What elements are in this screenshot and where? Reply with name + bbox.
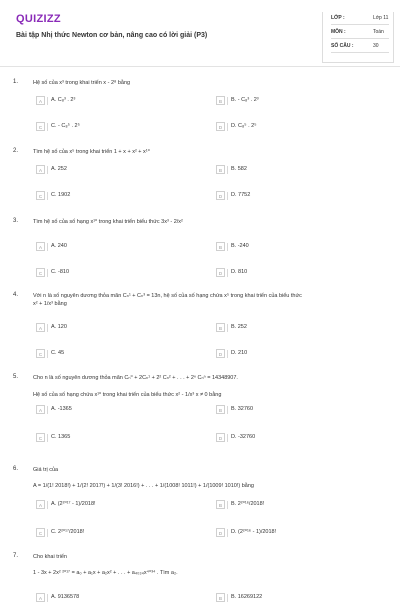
answer-option-a[interactable]	[36, 405, 186, 416]
question-number: 7.	[13, 553, 19, 559]
answer-option-b[interactable]	[216, 500, 366, 511]
answer-option-d[interactable]	[216, 528, 366, 539]
option-separator	[227, 529, 228, 537]
option-separator	[227, 406, 228, 414]
option-separator	[227, 123, 228, 131]
answer-option-c[interactable]	[36, 528, 186, 539]
option-separator	[47, 166, 48, 174]
option-separator	[227, 594, 228, 602]
answer-option-d[interactable]	[216, 191, 366, 202]
option-text: A. 252	[51, 166, 67, 172]
option-separator	[47, 123, 48, 131]
option-letter-box: C	[36, 122, 45, 131]
option-separator	[47, 501, 48, 509]
option-letter-box: B	[216, 500, 225, 509]
option-letter-box: D	[216, 122, 225, 131]
option-text: C. 1902	[51, 192, 71, 198]
option-separator	[227, 501, 228, 509]
option-separator	[47, 243, 48, 251]
option-letter-box: A	[36, 405, 45, 414]
answer-option-b[interactable]	[216, 323, 366, 334]
answer-option-c[interactable]	[36, 433, 186, 444]
option-letter-box: B	[216, 323, 225, 332]
info-label: SỐ CÂU :	[331, 43, 354, 49]
option-letter-box: A	[36, 593, 45, 602]
option-letter-box: D	[216, 191, 225, 200]
info-label: LỚP :	[331, 15, 345, 21]
option-separator	[227, 97, 228, 105]
option-separator	[47, 406, 48, 414]
option-text: B. 32760	[231, 406, 254, 412]
info-row-count	[331, 40, 393, 54]
option-text: D. 7752	[231, 192, 251, 198]
question-formula: x² + 1/x³ bằng	[33, 301, 67, 307]
option-separator	[47, 324, 48, 332]
option-letter-box: B	[216, 593, 225, 602]
option-letter-box: A	[36, 165, 45, 174]
option-text: A. 9136578	[51, 594, 80, 600]
document-title: Bài tập Nhị thức Newton cơ bản, nâng cao có lời giải (P3)	[16, 32, 208, 39]
info-underline	[331, 38, 389, 39]
option-letter-box: A	[36, 242, 45, 251]
answer-option-b[interactable]	[216, 165, 366, 176]
option-separator	[47, 97, 48, 105]
question-number: 6.	[13, 466, 19, 472]
option-letter-box: C	[36, 268, 45, 277]
option-letter-box: A	[36, 323, 45, 332]
option-separator	[227, 166, 228, 174]
info-value: Lớp 11	[373, 15, 389, 21]
option-text: B. 16269122	[231, 594, 263, 600]
answer-option-d[interactable]	[216, 349, 366, 360]
option-text: C. 1365	[51, 434, 71, 440]
option-separator	[47, 434, 48, 442]
option-letter-box: C	[36, 433, 45, 442]
option-letter-box: C	[36, 191, 45, 200]
answer-option-a[interactable]	[36, 593, 186, 604]
option-text: A. C₈³ . 2³	[51, 97, 76, 103]
info-row-class	[331, 12, 393, 26]
info-underline	[331, 52, 389, 53]
answer-option-c[interactable]	[36, 122, 186, 133]
option-separator	[47, 594, 48, 602]
answer-option-c[interactable]	[36, 191, 186, 202]
option-separator	[47, 529, 48, 537]
option-letter-box: B	[216, 242, 225, 251]
option-text: D. C₈⁵ . 2⁵	[231, 123, 257, 129]
option-text: B. - C₈³ . 2³	[231, 97, 259, 103]
option-text: C. - C₈⁵ . 2⁵	[51, 123, 80, 129]
answer-option-c[interactable]	[36, 349, 186, 360]
option-separator	[47, 269, 48, 277]
option-text: B. 252	[231, 324, 247, 330]
option-text: A. 120	[51, 324, 67, 330]
option-text: D. 810	[231, 269, 248, 275]
question-number: 5.	[13, 374, 19, 380]
quizizz-logo: QUIZIZZ	[16, 13, 61, 25]
question-formula: Hệ số của số hạng chứa x¹⁰ trong khai triển của biểu thức x² - 1/x³ x ≠ 0 bằng	[33, 392, 222, 398]
answer-option-b[interactable]	[216, 405, 366, 416]
option-letter-box: B	[216, 405, 225, 414]
option-text: B. -240	[231, 243, 249, 249]
class-info-box	[322, 12, 394, 63]
option-separator	[47, 350, 48, 358]
question-number: 1.	[13, 79, 19, 85]
option-letter-box: C	[36, 528, 45, 537]
answer-option-b[interactable]	[216, 242, 366, 253]
option-letter-box: C	[36, 349, 45, 358]
question-number: 3.	[13, 218, 19, 224]
info-value: Toán	[373, 29, 384, 35]
question-text: Tìm hệ số của số hạng x¹⁰ trong khai triển biểu thức 3x³ - 2/x²	[33, 219, 183, 225]
option-separator	[227, 192, 228, 200]
info-value: 30	[373, 43, 379, 49]
info-underline	[331, 24, 389, 25]
question-text: Giá trị của	[33, 467, 59, 473]
option-separator	[47, 192, 48, 200]
option-separator	[227, 434, 228, 442]
question-text: Cho khai triển	[33, 554, 67, 560]
page-header	[0, 0, 400, 66]
option-text: B. 582	[231, 166, 247, 172]
option-text: A. (2²⁰¹⁷ - 1)/2018!	[51, 501, 96, 507]
option-separator	[227, 269, 228, 277]
info-label: MÔN :	[331, 29, 346, 35]
option-letter-box: A	[36, 96, 45, 105]
answer-option-d[interactable]	[216, 122, 366, 133]
question-text: Cho n là số nguyên dương thỏa mãn Cₙ⁰ + 2Cₙ¹ + 2² Cₙ² + . . . + 2ⁿ Cₙⁿ = 14348907.	[33, 375, 238, 381]
answer-option-a[interactable]	[36, 323, 186, 334]
option-text: A. -1365	[51, 406, 72, 412]
info-row-subject	[331, 26, 393, 40]
answer-option-b[interactable]	[216, 593, 366, 604]
answer-option-a[interactable]	[36, 500, 186, 511]
question-formula: A = 1/(1! 2018!) + 1/(2! 2017!) + 1/(3! 2016!) + . . . + 1/(1008! 1011!) + 1/(1009! 1010!) bằng	[33, 483, 254, 489]
option-text: B. 2²⁰¹⁶/2018!	[231, 501, 265, 507]
option-separator	[227, 350, 228, 358]
question-formula: 1 - 3x + 2x² ²⁰¹⁷ = a₀ + a₁x + a₂x² + . . . + a₄₀₃₄x⁴⁰³⁴ . Tìm a₂.	[33, 570, 178, 576]
option-separator	[227, 324, 228, 332]
option-letter-box: D	[216, 433, 225, 442]
answer-option-d[interactable]	[216, 433, 366, 444]
answer-option-a[interactable]	[36, 96, 186, 107]
option-text: C. -810	[51, 269, 70, 275]
question-text: Tìm hệ số của x⁵ trong khai triển 1 + x + x² + x¹⁰	[33, 149, 150, 155]
option-letter-box: B	[216, 165, 225, 174]
answer-option-a[interactable]	[36, 165, 186, 176]
option-letter-box: D	[216, 268, 225, 277]
option-text: C. 2²⁰¹⁷/2018!	[51, 529, 85, 535]
answer-option-c[interactable]	[36, 268, 186, 279]
option-letter-box: B	[216, 96, 225, 105]
option-text: D. 210	[231, 350, 248, 356]
question-number: 4.	[13, 292, 19, 298]
option-letter-box: D	[216, 349, 225, 358]
option-text: D. (2²⁰¹⁶ - 1)/2018!	[231, 529, 277, 535]
option-text: D. -32760	[231, 434, 256, 440]
option-letter-box: A	[36, 500, 45, 509]
option-letter-box: D	[216, 528, 225, 537]
answer-option-b[interactable]	[216, 96, 366, 107]
question-text: Hệ số của x³ trong khai triển x - 2⁸ bằng	[33, 80, 131, 86]
option-text: C. 45	[51, 350, 65, 356]
header-divider	[0, 66, 400, 67]
option-separator	[227, 243, 228, 251]
option-text: A. 240	[51, 243, 67, 249]
question-text: Với n là số nguyên dương thỏa mãn Cₙ¹ + Cₙ³ = 13n, hệ số của số hạng chứa x⁵ trong khai triển của biểu thức	[33, 293, 302, 299]
question-number: 2.	[13, 148, 19, 154]
answer-option-a[interactable]	[36, 242, 186, 253]
answer-option-d[interactable]	[216, 268, 366, 279]
